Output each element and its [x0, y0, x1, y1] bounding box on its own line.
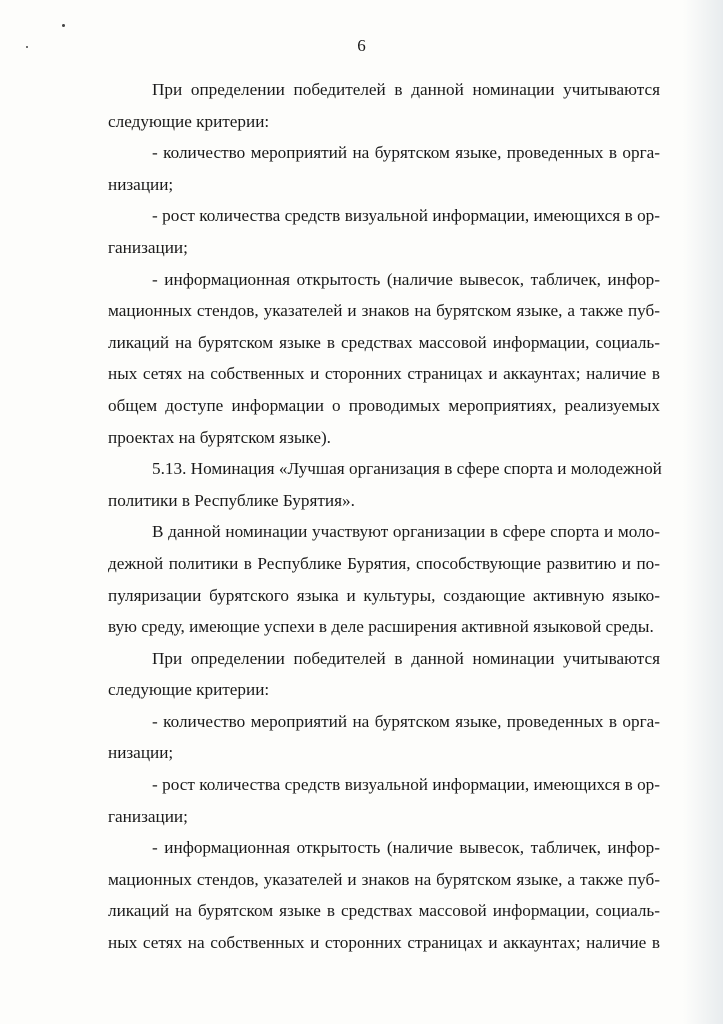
text-line: мационных стендов, указателей и знаков на бурятском языке, а также пуб-	[108, 869, 660, 889]
paragraph	[108, 74, 660, 137]
scan-edge-shadow	[683, 0, 723, 1024]
section-heading-line: политики в Республике Бурятия».	[108, 490, 355, 510]
text-line: следующие критерии:	[108, 680, 270, 700]
paragraph	[108, 832, 660, 958]
text-line: пуляризации бурятского языка и культуры, создающие активную языко-	[108, 585, 660, 605]
text-line: ных сетях на собственных и сторонних страницах и аккаунтах; наличие в	[108, 364, 660, 384]
text-line: При определении победителей в данной номинации учитываются	[152, 80, 660, 99]
paragraph	[108, 516, 660, 642]
paragraph	[108, 264, 660, 454]
page-number: 6	[357, 36, 366, 55]
paragraph	[108, 643, 660, 706]
text-line: низации;	[108, 743, 174, 763]
text-line: В данной номинации участвуют организации в сфере спорта и моло-	[152, 522, 660, 542]
text-line: - рост количества средств визуальной информации, имеющихся в ор-	[152, 775, 660, 795]
paragraph-heading	[108, 453, 660, 516]
text-line: ганизации;	[108, 237, 188, 257]
text-line: низации;	[108, 174, 174, 194]
text-line: - информационная открытость (наличие вывесок, табличек, инфор-	[152, 269, 660, 289]
text-line: ликаций на бурятском языке в средствах массовой информации, социаль-	[108, 332, 660, 352]
text-line: ных сетях на собственных и сторонних страницах и аккаунтах; наличие в	[108, 933, 660, 953]
document-body	[108, 74, 660, 959]
paragraph	[108, 769, 660, 832]
section-heading-line: 5.13. Номинация «Лучшая организация в сфере спорта и молодежной	[152, 459, 662, 479]
text-line: - количество мероприятий на бурятском языке, проведенных в орга-	[152, 143, 660, 163]
text-line: дежной политики в Республике Бурятия, способствующие развитию и по-	[108, 553, 660, 573]
paragraph	[108, 137, 660, 200]
text-line: общем доступе информации о проводимых мероприятиях, реализуемых	[108, 395, 660, 415]
text-line: мационных стендов, указателей и знаков на бурятском языке, а также пуб-	[108, 301, 660, 321]
paragraph	[108, 706, 660, 769]
text-line: - рост количества средств визуальной информации, имеющихся в ор-	[152, 206, 660, 226]
text-line: - количество мероприятий на бурятском языке, проведенных в орга-	[152, 711, 660, 731]
paragraph	[108, 200, 660, 263]
text-line: - информационная открытость (наличие вывесок, табличек, инфор-	[152, 838, 660, 858]
text-line: проектах на бурятском языке).	[108, 427, 331, 447]
text-line: ликаций на бурятском языке в средствах массовой информации, социаль-	[108, 901, 660, 921]
text-line: ганизации;	[108, 806, 188, 826]
text-line: вую среду, имеющие успехи в деле расширения активной языковой среды.	[108, 617, 654, 637]
text-line: При определении победителей в данной номинации учитываются	[152, 648, 660, 668]
text-line: следующие критерии:	[108, 111, 270, 131]
scan-speck	[62, 24, 65, 27]
